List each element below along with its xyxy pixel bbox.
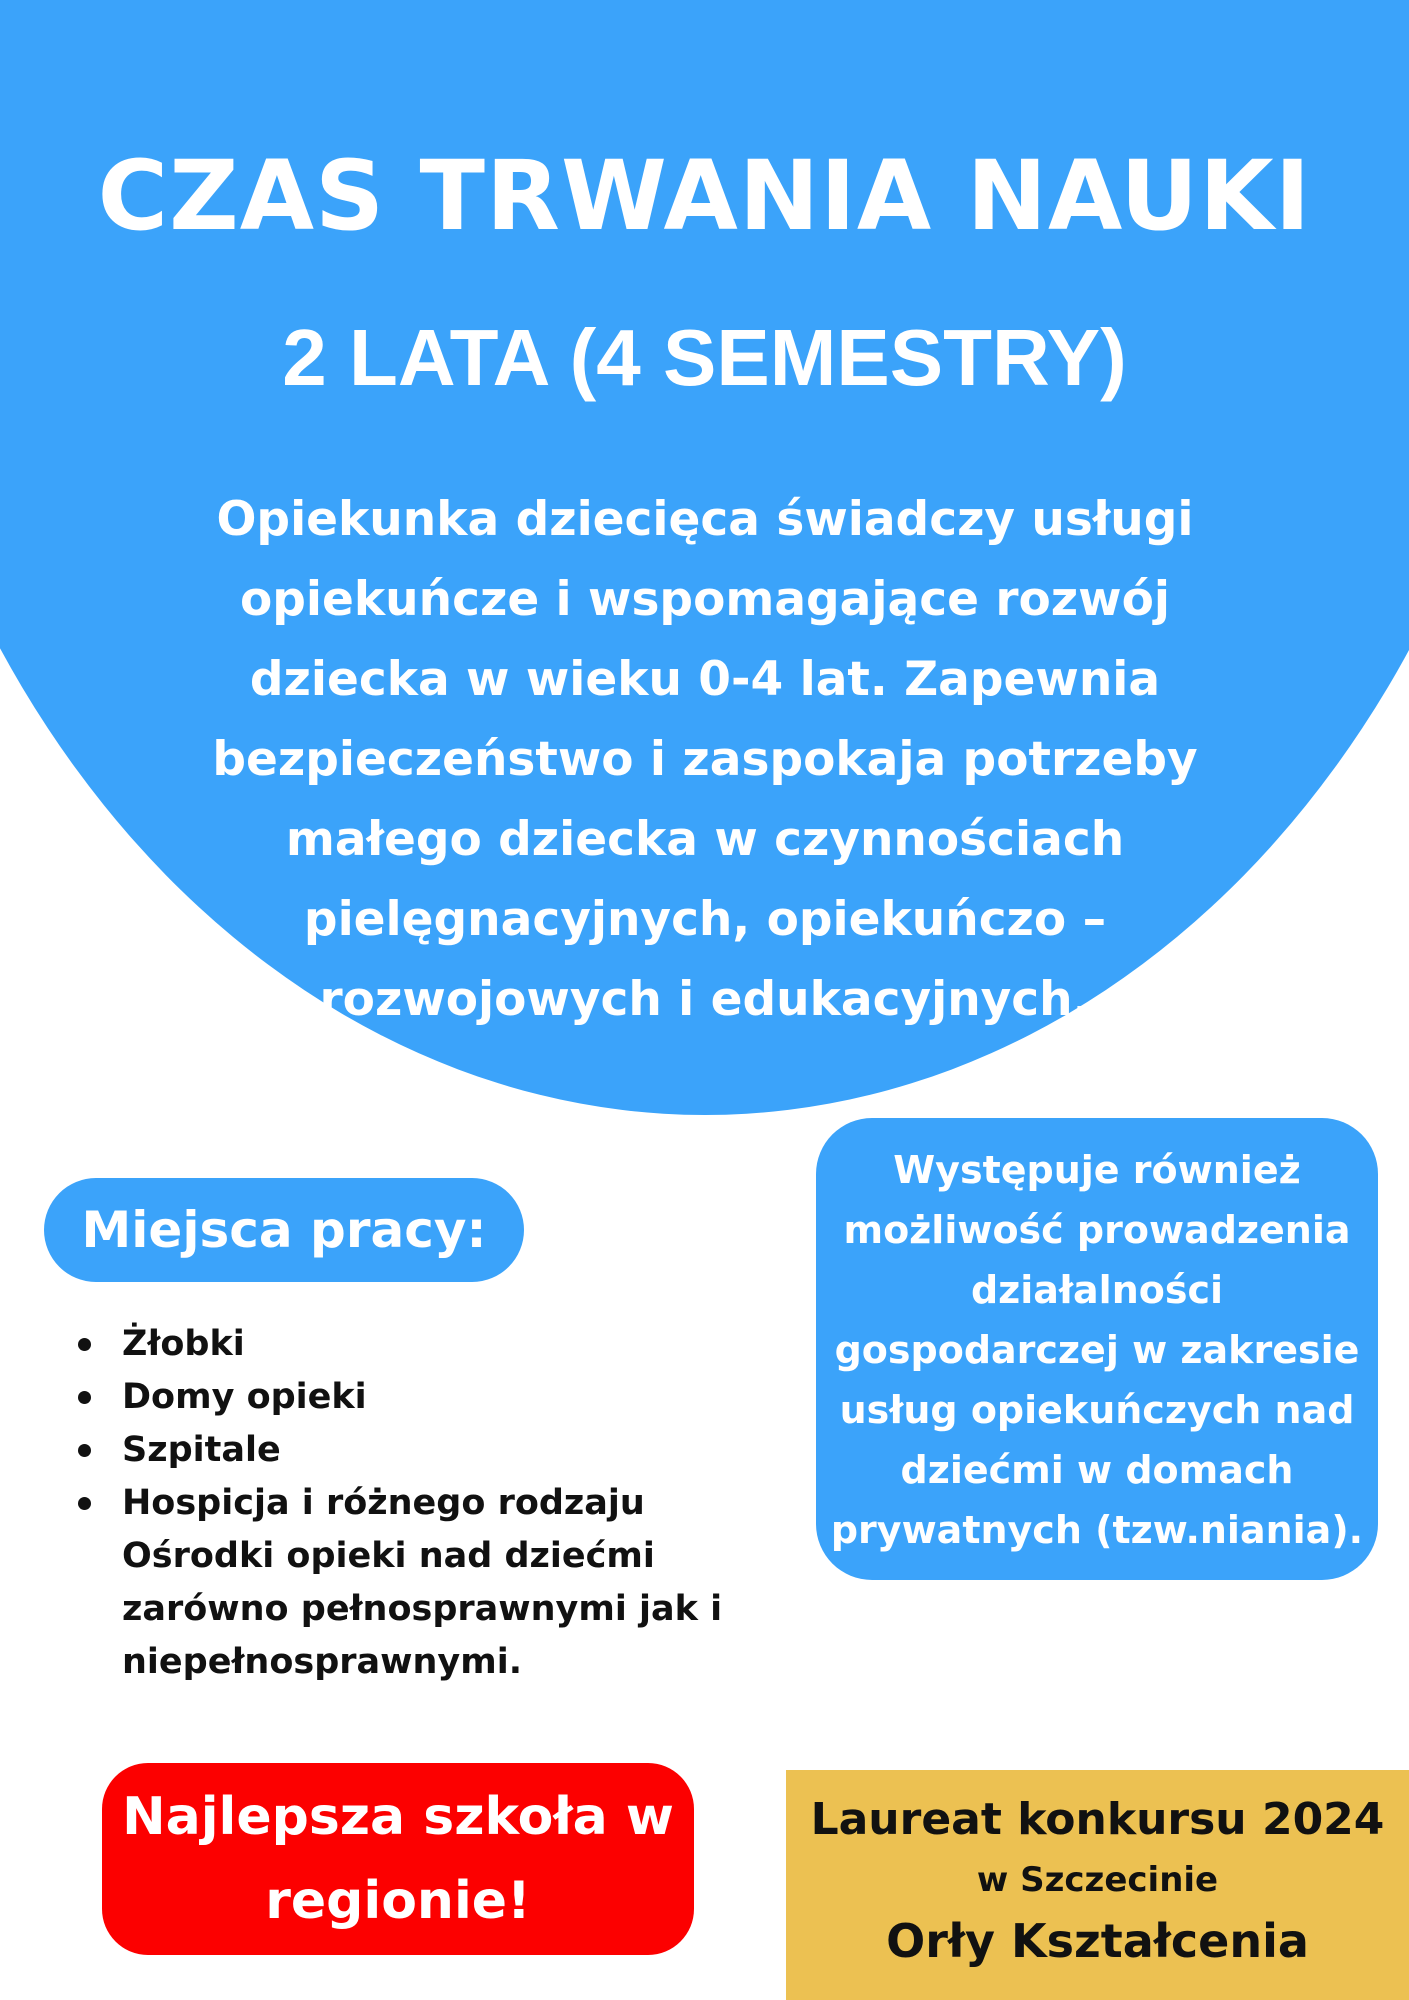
list-item: [70, 1424, 770, 1477]
list-item: [70, 1477, 770, 1689]
list-item-line: Ośrodki opieki nad dziećmi: [122, 1536, 655, 1576]
list-item-line: Domy opieki: [122, 1377, 367, 1417]
info-line: usług opiekuńczych nad: [839, 1388, 1355, 1432]
description-line: opiekuńcze i wspomagające rozwój: [240, 572, 1170, 627]
page-title: CZAS TRWANIA NAUKI: [97, 140, 1312, 252]
list-item: [70, 1318, 770, 1371]
list-item-line: Szpitale: [122, 1430, 281, 1470]
award-location: w Szczecinie: [976, 1860, 1219, 1900]
info-line: możliwość prowadzenia: [843, 1208, 1351, 1252]
list-item-line: Hospicja i różnego rodzaju: [122, 1483, 645, 1523]
best-school-badge: [102, 1763, 694, 1955]
list-item-line: niepełnosprawnymi.: [122, 1642, 522, 1682]
info-line: dziećmi w domach: [900, 1448, 1294, 1492]
workplaces-list: [70, 1318, 770, 1689]
award-name: Orły Kształcenia: [886, 1914, 1309, 1968]
award-title: Laureat konkursu 2024: [810, 1794, 1385, 1845]
self-employment-info-box: [816, 1118, 1378, 1580]
info-line: działalności: [970, 1268, 1224, 1312]
page-subtitle: 2 LATA (4 SEMESTRY): [282, 313, 1127, 402]
description-line: bezpieczeństwo i zaspokaja potrzeby: [212, 732, 1198, 787]
workplaces-heading: Miejsca pracy:: [44, 1178, 524, 1282]
description-line: małego dziecka w czynnościach: [285, 812, 1125, 867]
list-item-line: Żłobki: [122, 1324, 245, 1364]
list-item-line: zarówno pełnosprawnymi jak i: [122, 1589, 723, 1629]
description-line: pielęgnacyjnych, opiekuńczo –: [303, 892, 1107, 947]
list-item: [70, 1371, 770, 1424]
description-line: rozwojowych i edukacyjnych.: [319, 972, 1091, 1027]
info-line: Występuje również: [893, 1148, 1301, 1192]
promo-line: regionie!: [265, 1871, 531, 1931]
info-line: gospodarczej w zakresie: [834, 1328, 1360, 1372]
award-box: [786, 1770, 1409, 2000]
job-description: [140, 480, 1270, 1040]
promo-line: Najlepsza szkoła w: [122, 1787, 674, 1847]
info-line: prywatnych (tzw.niania).: [830, 1508, 1364, 1552]
description-line: dziecka w wieku 0-4 lat. Zapewnia: [249, 652, 1161, 707]
description-line: Opiekunka dziecięca świadczy usługi: [216, 492, 1194, 547]
